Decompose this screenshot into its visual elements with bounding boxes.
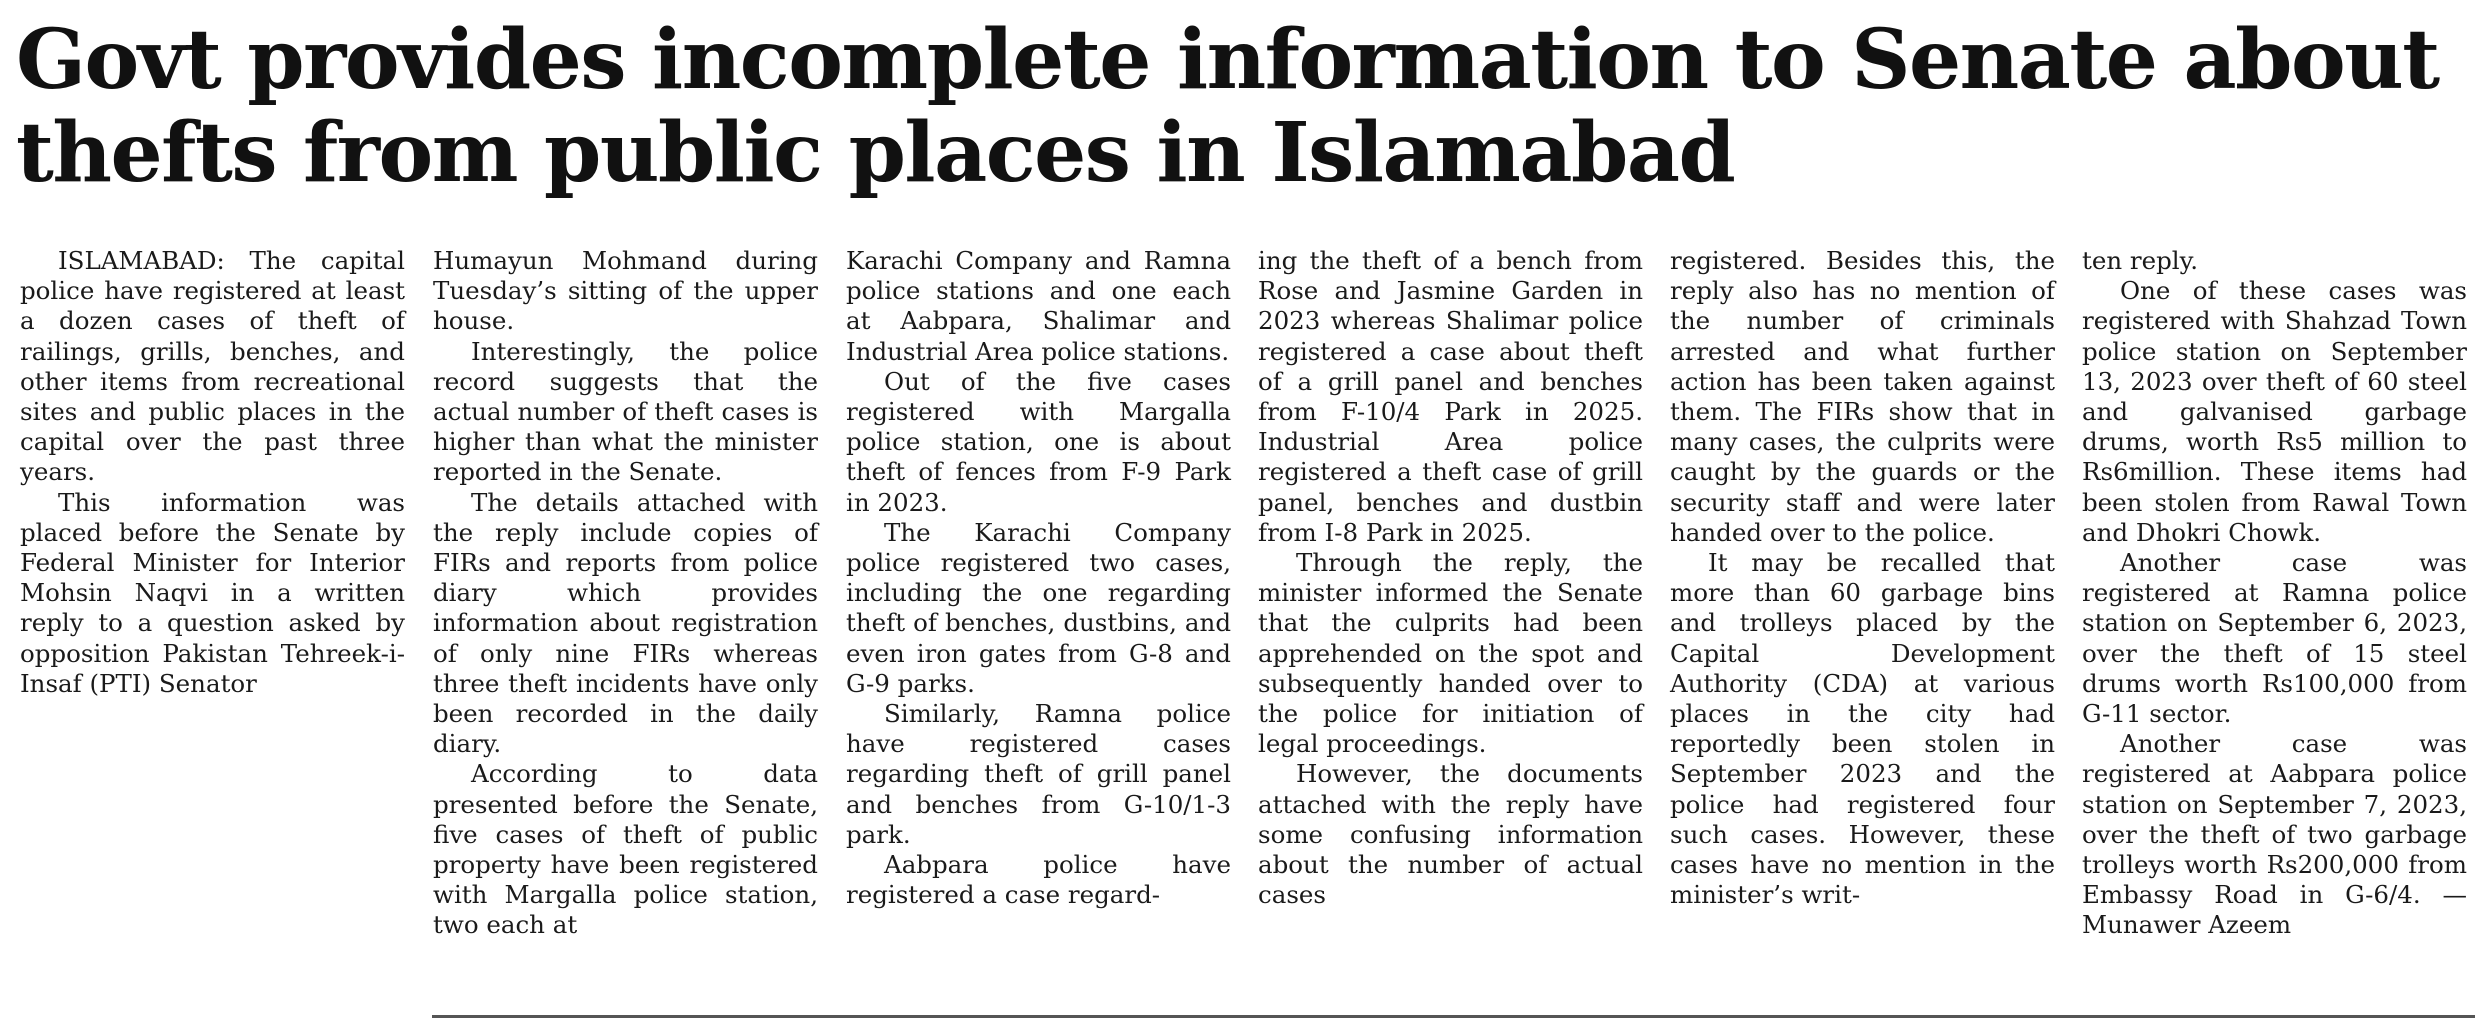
paragraph-continued: registered. Besides this, the reply also has no mention of the number of criminals arrested and what further action has been taken against them. The FIRs show that in many cases, the culprits were caught by the guards or the security staff and were later handed over to the police. [1670, 246, 2055, 547]
article-column-6 [2082, 246, 2467, 941]
paragraph-continued: ten reply. [2082, 246, 2199, 275]
paragraph: Interestingly, the police record suggests that the actual number of theft cases is higher than what the minister reported in the Senate. [433, 336, 818, 487]
paragraph: According to data presented before the Senate, five cases of theft of public property have been registered with Margalla police station, two each at [433, 759, 818, 940]
paragraph: ISLAMABAD: The capital police have registered at least a dozen cases of theft of railings, grills, benches, and other items from recreational sites and public places in the capital over the past three years. [20, 246, 405, 487]
paragraph: Out of the five cases registered with Margalla police station, one is about theft of fences from F-9 Park in 2023. [846, 366, 1231, 517]
paragraph-continued: ing the theft of a bench from Rose and Jasmine Garden in 2023 whereas Shalimar police registered a case about theft of a grill panel and benches from F-10/4 Park in 2025. Industrial Area police registered a theft case of grill panel, benches and dustbin from I-8 Park in 2025. [1258, 246, 1643, 547]
article-column-4 [1258, 246, 1643, 910]
paragraph: Similarly, Ramna police have registered cases regarding theft of grill panel and benches from G-10/1-3 park. [846, 699, 1231, 849]
article-column-3 [846, 246, 1231, 910]
paragraph: Another case was registered at Ramna police station on September 6, 2023, over the theft of 15 steel drums worth Rs100,000 from G-11 sector. [2082, 548, 2467, 729]
paragraph: Aabpara police have registered a case regard- [846, 850, 1231, 910]
headline: Govt provides incomplete information to Senate about thefts from public places in Islamabad [16, 12, 2439, 201]
bottom-rule [432, 1015, 2475, 1018]
paragraph: One of these cases was registered with Shahzad Town police station on September 13, 2023 over theft of 60 steel and galvanised garbage drums, worth Rs5 million to Rs6million. These items had been stolen from Rawal Town and Dhokri Chowk. [2082, 276, 2467, 547]
paragraph: It may be recalled that more than 60 garbage bins and trolleys placed by the Capital Development Authority (CDA) at various places in the city had reportedly been stolen in September 2023 and the police had registered four such cases. However, these cases have no mention in the minister’s writ- [1670, 548, 2055, 910]
article-column-1 [20, 246, 405, 699]
paragraph: The Karachi Company police registered two cases, including the one regarding theft of benches, dustbins, and even iron gates from G-8 and G-9 parks. [846, 517, 1231, 698]
paragraph: The details attached with the reply include copies of FIRs and reports from police diary which provides information about registration of only nine FIRs whereas three theft incidents have only been recorded in the daily diary. [433, 487, 818, 759]
paragraph: Another case was registered at Aabpara police station on September 7, 2023, over the theft of two garbage trolleys worth Rs200,000 from Embassy Road in G-6/4. — Munawer Azeem [2082, 729, 2467, 940]
article-column-5 [1670, 246, 2055, 910]
paragraph: This information was placed before the Senate by Federal Minister for Interior Mohsin Naqvi in a written reply to a question asked by opposition Pakistan Tehreek-i-Insaf (PTI) Senator [20, 487, 405, 698]
paragraph-continued: Karachi Company and Ramna police stations and one each at Aabpara, Shalimar and Industrial Area police stations. [846, 246, 1231, 366]
paragraph-continued: Humayun Mohmand during Tuesday’s sitting of the upper house. [433, 246, 818, 336]
paragraph: However, the documents attached with the reply have some confusing information about the number of actual cases [1258, 759, 1643, 910]
paragraph: Through the reply, the minister informed the Senate that the culprits had been apprehended on the spot and subsequently handed over to the police for initiation of legal proceedings. [1258, 548, 1643, 759]
article-column-2 [433, 246, 818, 941]
